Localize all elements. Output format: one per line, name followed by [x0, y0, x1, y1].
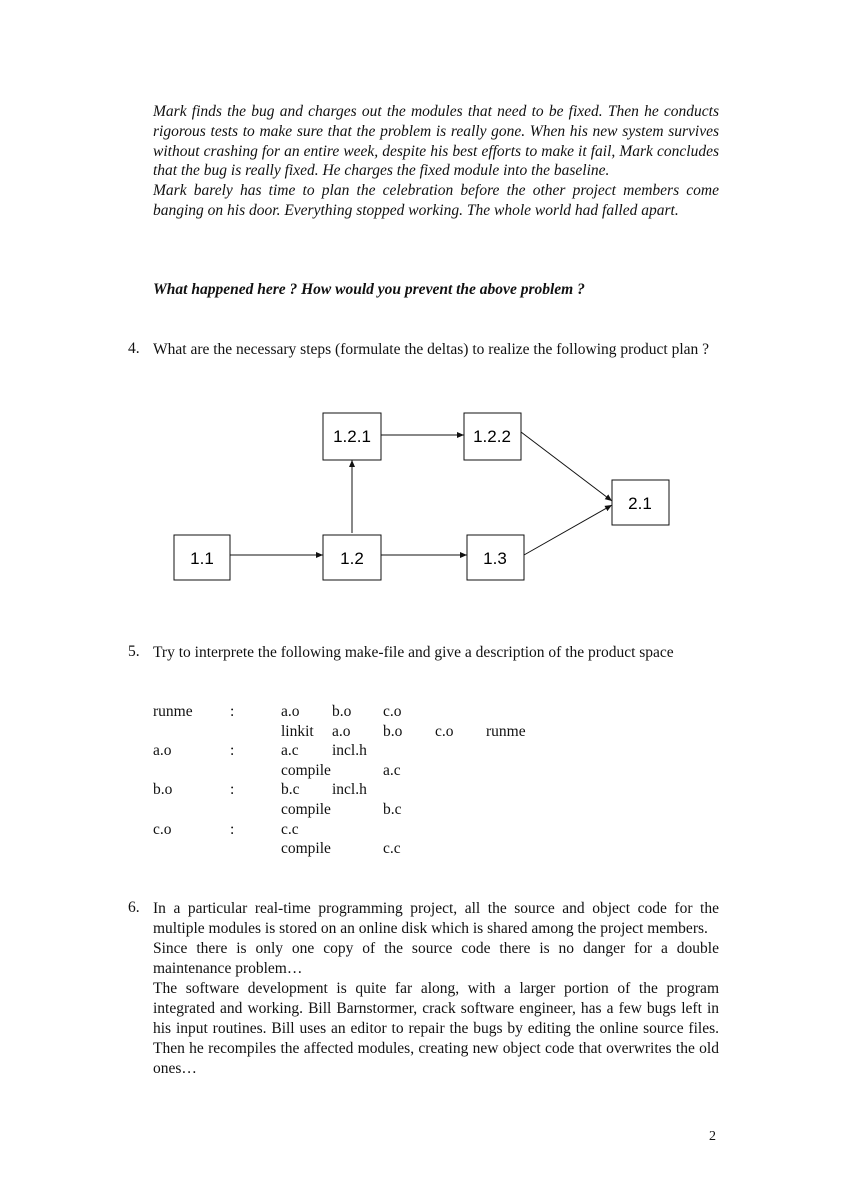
node-1-3-label: 1.3	[483, 549, 507, 568]
node-1-2	[323, 535, 381, 580]
product-plan-diagram	[165, 405, 675, 590]
makefile-dep: a.c	[281, 742, 299, 760]
makefile-colon: :	[230, 820, 235, 838]
question-6-paragraph: Since there is only one copy of the source code there is no danger for a double maintenance problem…	[153, 940, 719, 977]
node-2-1	[612, 480, 669, 525]
question-4-number: 4.	[128, 340, 140, 357]
question-6-paragraph: The software development is quite far along, with a larger portion of the program integrated and working. Bill Barnstormer, crack software engineer, has a few bugs left in his input routines. Bill uses an editor to repair the bugs by editing the online source files. Then he recompiles the affected modules, creating new object code that overwrites the old ones…	[153, 980, 719, 1077]
makefile-dep: b.c	[281, 781, 300, 799]
makefile-command: compile	[281, 840, 331, 858]
makefile-command: compile	[281, 761, 331, 779]
story-paragraph-part-1: Mark finds the bug and charges out the modules that need to be fixed. Then he conducts rigorous tests to make sure that the problem is really gone. When his new system survives without crashing for an entire week, despite his best efforts to make it fail, Mark concludes that the bug is really fixed. He charges the fixed module into the baseline.	[153, 103, 719, 180]
makefile-arg: b.c	[383, 801, 402, 818]
story-paragraph-part-2: Mark barely has time to plan the celebration before the other project members come banging on his door. Everything stopped working. The whole world had falled apart.	[153, 182, 719, 219]
page-number: 2	[709, 1129, 716, 1144]
question-4-text: What are the necessary steps (formulate the deltas) to realize the following product plan ?	[153, 341, 710, 358]
edge-1-2-2-to-2-1	[521, 432, 612, 501]
makefile-dep: a.o	[281, 703, 300, 720]
makefile-target: c.o	[153, 820, 172, 838]
makefile-target: runme	[153, 703, 193, 720]
node-1-2-2-label: 1.2.2	[473, 427, 511, 446]
story-paragraph	[153, 102, 719, 221]
makefile-dep: b.o	[332, 703, 352, 720]
makefile-listing	[0, 702, 846, 862]
node-1-1	[174, 535, 230, 580]
node-1-2-2	[464, 413, 521, 460]
edge-1-3-to-2-1	[524, 505, 612, 555]
makefile-colon: :	[230, 742, 235, 760]
makefile-dep: incl.h	[332, 742, 367, 760]
makefile-command: linkit	[281, 722, 314, 740]
makefile-colon: :	[230, 703, 235, 720]
node-1-2-label: 1.2	[340, 549, 364, 568]
makefile-dep: c.c	[281, 820, 299, 838]
node-1-3	[467, 535, 524, 580]
makefile-command: compile	[281, 801, 331, 818]
makefile-colon: :	[230, 781, 235, 799]
makefile-arg: c.o	[435, 722, 454, 740]
question-6-paragraph: In a particular real-time programming project, all the source and object code for the multiple modules is stored on an online disk which is shared among the project members.	[153, 900, 719, 937]
makefile-arg: runme	[486, 722, 526, 740]
node-1-1-label: 1.1	[190, 549, 214, 568]
question-5-number: 5.	[128, 643, 140, 660]
makefile-arg: a.c	[383, 761, 401, 779]
node-1-2-1-label: 1.2.1	[333, 427, 371, 446]
makefile-arg: c.c	[383, 840, 401, 858]
question-3-prompt: What happened here ? How would you prevent the above problem ?	[153, 281, 585, 298]
makefile-arg: b.o	[383, 722, 403, 740]
makefile-target: a.o	[153, 742, 172, 760]
makefile-dep: c.o	[383, 703, 402, 720]
question-6-body	[153, 899, 719, 1079]
makefile-target: b.o	[153, 781, 173, 799]
question-5-text: Try to interprete the following make-file and give a description of the product space	[153, 644, 674, 661]
node-2-1-label: 2.1	[628, 494, 652, 513]
makefile-dep: incl.h	[332, 781, 367, 799]
makefile-arg: a.o	[332, 722, 351, 740]
node-1-2-1	[323, 413, 381, 460]
question-6-number: 6.	[128, 899, 140, 916]
